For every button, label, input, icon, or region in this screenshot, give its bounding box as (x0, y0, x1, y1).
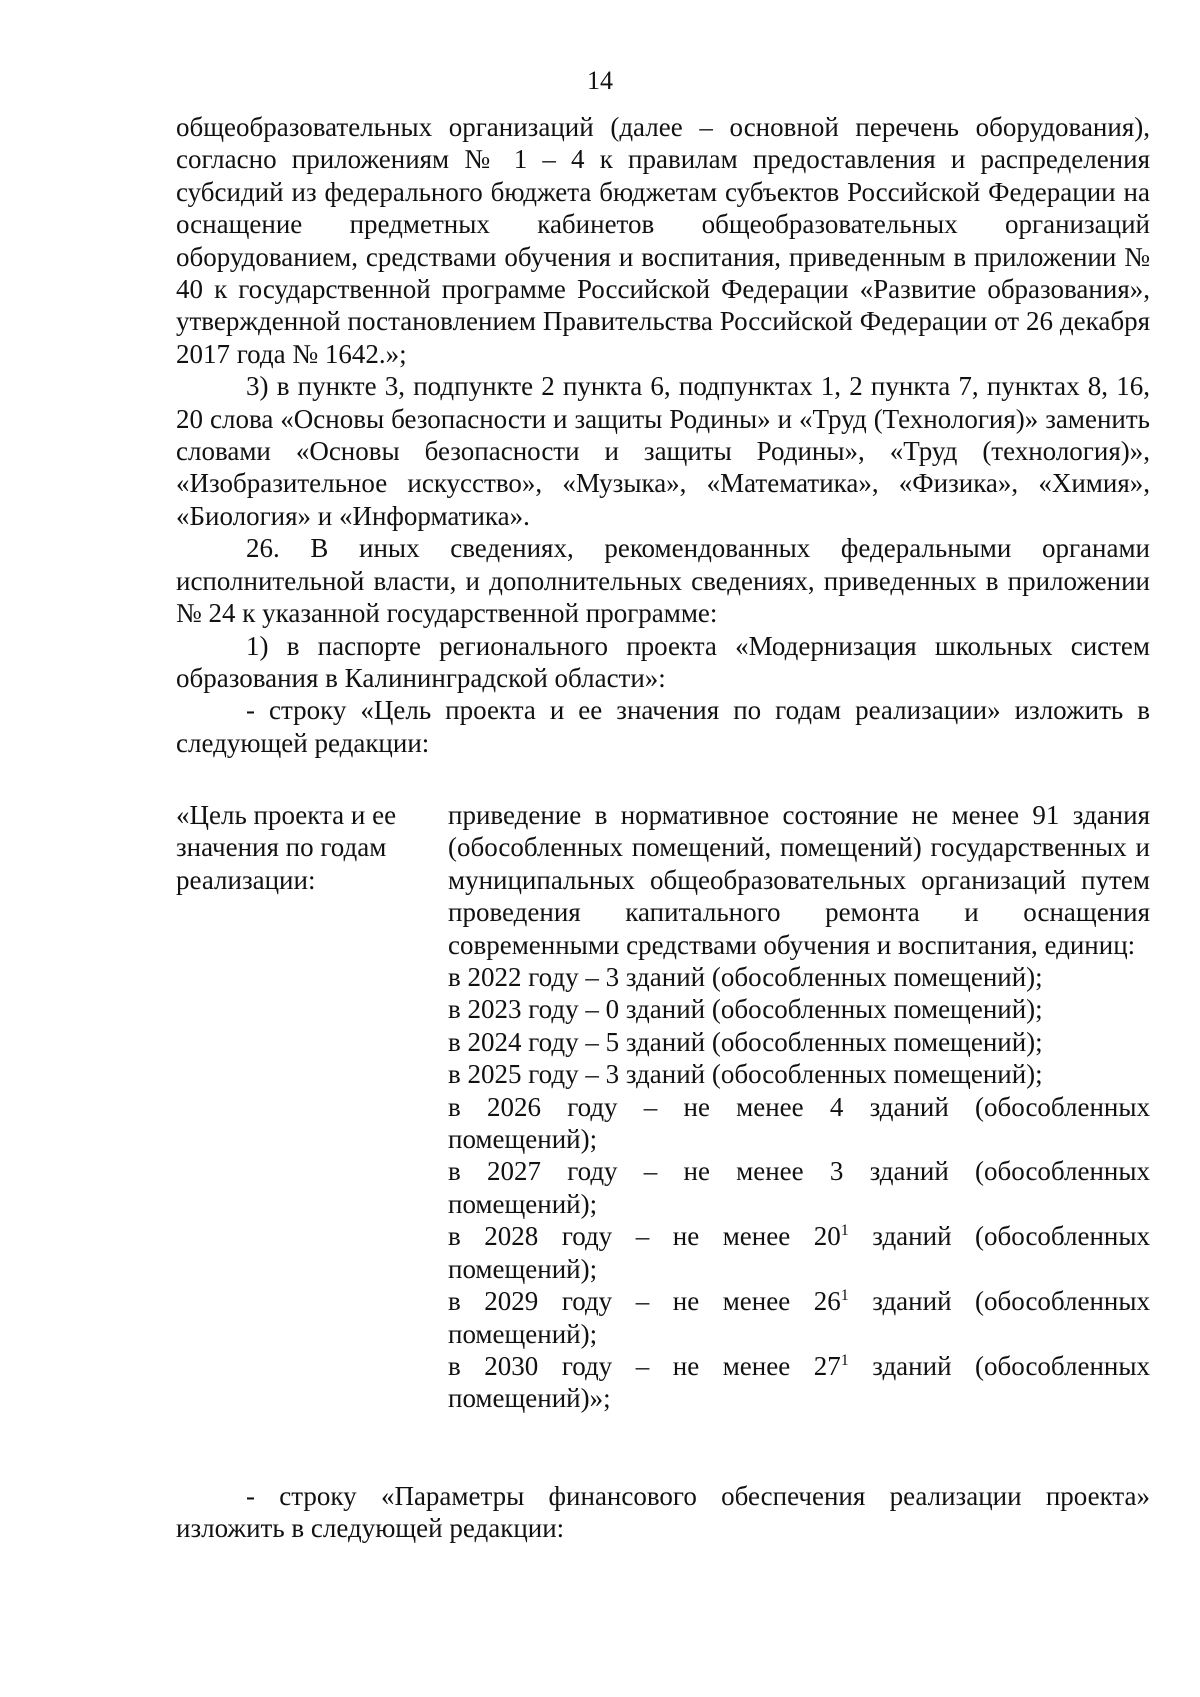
paragraph-item-26: 26. В иных сведениях, рекомендованных федеральными органами исполнительной власти, и дополнительных сведениях, приведенных в приложении № 24 к указанной государственной программе: (176, 533, 1150, 629)
footnote-marker: 1 (840, 1222, 849, 1240)
goal-intro: приведение в нормативное состояние не менее 91 здания (обособленных помещений, помещений) государственных и муниципальных общеобразовательных организаций путем проведения капитального ремонта и оснащения современными средствами обучения и воспитания, единиц: (448, 800, 1150, 960)
goal-year-2028-text: в 2028 году – не менее 20 (448, 1221, 841, 1252)
goal-year-2029 (448, 1285, 1150, 1350)
goal-year-2025: в 2025 году – 3 зданий (обособленных помещений); (448, 1059, 1043, 1090)
goal-year-2024: в 2024 году – 5 зданий (обособленных помещений); (448, 1026, 1043, 1057)
paragraph-passport: 1) в паспорте регионального проекта «Модернизация школьных систем образования в Калининградской области»: (176, 630, 1150, 693)
document-tail (176, 1480, 1150, 1545)
goal-row-label: «Цель проекта и ее значения по годам реализации: (176, 800, 397, 895)
goal-year-2027: в 2027 году – не менее 3 зданий (обособленных помещений); (448, 1156, 1150, 1219)
paragraph-financing-row: - строку «Параметры финансового обеспечения реализации проекта» изложить в следующей редакции: (176, 1481, 1150, 1544)
document-body (176, 111, 1150, 759)
goal-year-2029-rest: зданий (обособленных помещений); (448, 1286, 1150, 1349)
goal-year-2022: в 2022 году – 3 зданий (обособленных помещений); (448, 962, 1043, 993)
paragraph-goal-row-intro: - строку «Цель проекта и ее значения по годам реализации» изложить в следующей редакции: (176, 695, 1150, 758)
paragraph-item-3: 3) в пункте 3, подпункте 2 пункта 6, подпунктах 1, 2 пункта 7, пунктах 8, 16, 20 слова «Основы безопасности и защиты Родины» и «Труд (Технология)» заменить словами «Основы безопасности и защиты Родины», «Труд (технология)», «Изобразительное искусство», «Музыка», «Математика», «Физика», «Химия», «Биология» и «Информатика». (176, 371, 1150, 531)
goal-year-2028 (448, 1220, 1150, 1285)
footnote-marker: 1 (840, 1287, 849, 1305)
goal-row-table (176, 799, 1150, 1415)
goal-year-2023: в 2023 году – 0 зданий (обособленных помещений); (448, 994, 1043, 1025)
footnote-marker: 1 (840, 1351, 849, 1369)
goal-year-2030-rest: зданий (обособленных помещений)»; (448, 1350, 1150, 1414)
goal-year-2029-text: в 2029 году – не менее 26 (448, 1286, 841, 1317)
goal-row-content (448, 799, 1150, 1415)
goal-year-2030 (448, 1350, 1150, 1415)
page-number: 14 (587, 66, 613, 95)
paragraph-equipment-list: общеобразовательных организаций (далее – основной перечень оборудования), согласно приложениям № 1 – 4 к правилам предоставления и распределения субсидий из федерального бюджета бюджетам субъектов Российской Федерации на оснащение предметных кабинетов общеобразовательных организаций оборудованием, средствами обучения и воспитания, приведенным в приложении № 40 к государственной программе Российской Федерации «Развитие образования», утвержденной постановлением Правительства Российской Федерации от 26 декабря 2017 года № 1642.»; (176, 112, 1150, 369)
goal-year-2030-text: в 2030 году – не менее 27 (448, 1350, 841, 1381)
goal-year-2028-rest: зданий (обособленных помещений); (448, 1221, 1150, 1284)
goal-year-2026: в 2026 году – не менее 4 зданий (обособленных помещений); (448, 1091, 1150, 1155)
